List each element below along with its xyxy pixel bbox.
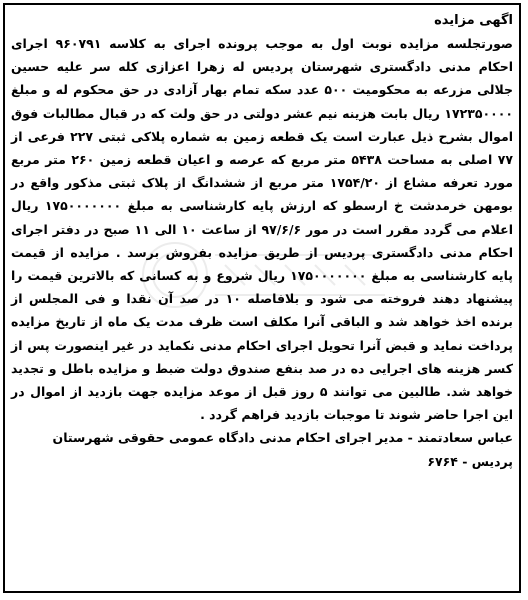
auction-notice — [3, 3, 521, 593]
notice-title: اگهی مزایده — [434, 13, 513, 28]
notice-content — [11, 9, 513, 587]
notice-body: صورتجلسه مزایده نوبت اول به موجب پرونده اجرای به کلاسه ۹۶۰۷۹۱ اجرای احکام مدنی دادگستری شهرستان پردیس له زهرا اعزازی کله سر علیه حسین جلالی مزرعه به محکومیت ۵۰۰ عدد سکه تمام بهار آزادی در حق محکوم له و مبلغ ۱۷۲۳۵۰۰۰۰ ریال بابت هزینه نیم عشر دولتی در حق ولت که در قبال مطالبات فوق اموال بشرح ذیل عبارت است یک قطعه زمین به شماره پلاکی ثبتی ۲۲۷ فرعی از ۷۷ اصلی به مساحت ۵۴۳۸ متر مربع که عرصه و اعیان قطعه زمین ۲۶۰ متر مربع مورد تعرفه مشاع از ۱۷۵۴/۲۰ متر مربع از ششدانگ از پلاک ثبتی مذکور واقع در بومهن خرمدشت خ ارسطو که ارزش پایه کارشناسی به مبلغ ۱۷۵۰۰۰۰۰۰۰ ریال اعلام می گردد مقرر است در مور ۹۷/۶/۶ از ساعت ۱۰ الی ۱۱ صبح در دفتر اجرای احکام مدنی دادگستری پردیس از طریق مزایده بفروش برسد . مزایده از قیمت پایه کارشناسی به مبلغ ۱۷۵۰۰۰۰۰۰۰ ریال شروع و به کسانی که بالاترین قیمت را پیشنهاد دهند فروخته می شود و بلافاصله ۱۰ در صد آن نقدا و فی المجلس از برنده اخذ خواهد شد و الباقی آنرا مکلف است ظرف مدت یک ماه از تاریخ مزایده پرداخت نماید و قبض آنرا تحویل اجرای احکام مدنی نکماید در غیر اینصورت پس از کسر هزینه های اجرایی ده در صد بنفع صندوق دولت ضبط و مزایده باطل و تجدید خواهد شد. طالبین می توانند ۵ روز قبل از موعد مزایده جهت بازدید از اموال در این اجرا حاضر شوند تا موجبات بازدید فراهم گردد . — [11, 36, 514, 423]
notice-signature: عباس سعادتمند - مدیر اجرای احکام مدنی دادگاه عمومی حقوقی شهرستان پردیس - ۶۷۶۴ — [52, 430, 513, 469]
